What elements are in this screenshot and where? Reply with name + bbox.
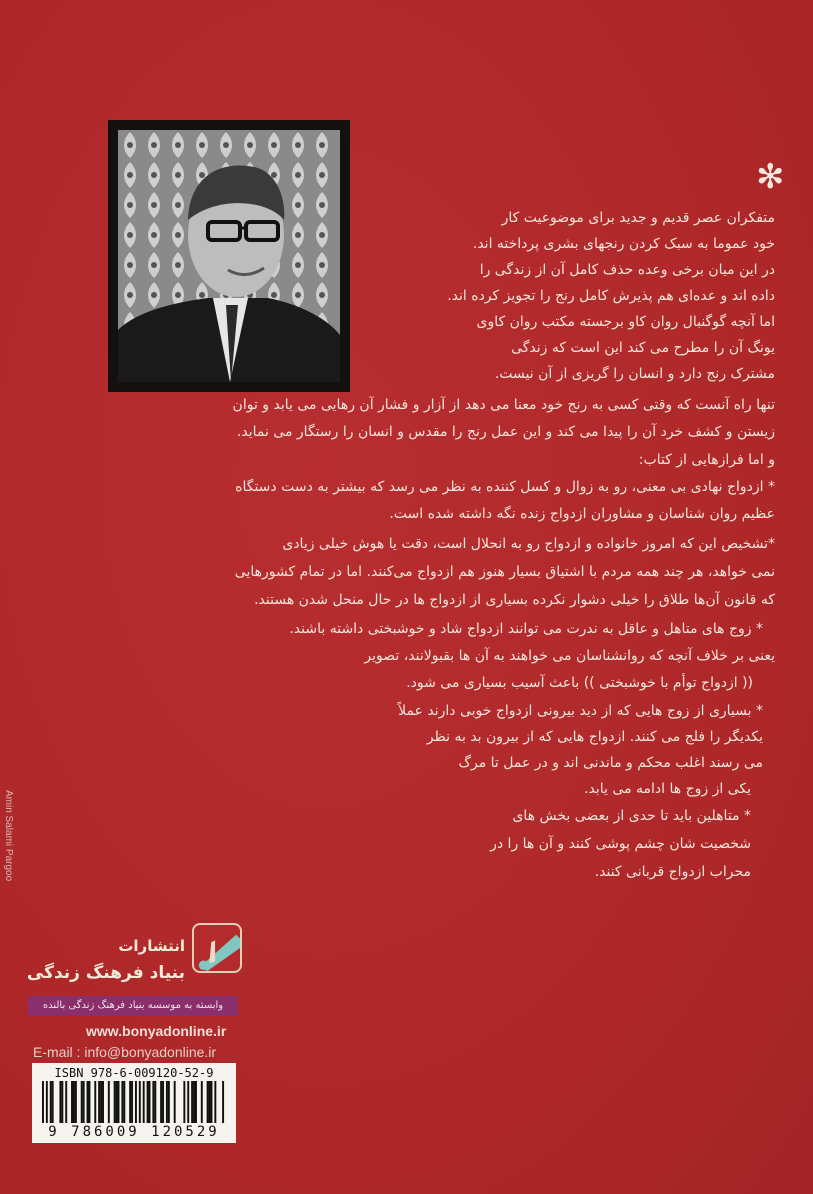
barcode-bar — [108, 1081, 110, 1123]
barcode-bar — [147, 1081, 149, 1123]
barcode-bar — [116, 1081, 118, 1123]
barcode-bar — [211, 1081, 213, 1123]
barcode-bar — [191, 1081, 193, 1123]
barcode-bar — [52, 1081, 54, 1123]
text-line: * ازدواج نهادی بی معنی، رو به زوال و کسل کننده به نظر می رسد که بیشتر به دست دستگاه — [235, 479, 775, 495]
barcode-bar — [88, 1081, 90, 1123]
asterisk-ornament: ✻ — [756, 157, 785, 197]
barcode-bar — [61, 1081, 63, 1123]
text-line: متفکران عصر قدیم و جدید برای موضوعیت کار — [501, 210, 775, 226]
barcode-bars — [42, 1081, 226, 1123]
barcode-bar — [187, 1081, 189, 1123]
isbn-text: ISBN 978-6-009120-52-9 — [54, 1066, 214, 1080]
barcode-bar — [162, 1081, 164, 1123]
barcode-bar — [46, 1081, 48, 1123]
text-line: یکی از زوج ها ادامه می یابد. — [584, 781, 751, 797]
text-line: * متاهلین باید تا حدی از بعضی بخش های — [512, 808, 751, 824]
barcode-bar — [73, 1081, 75, 1123]
barcode-bar — [201, 1081, 203, 1123]
text-line: و اما فرازهایی از کتاب: — [638, 452, 775, 468]
barcode-bar — [154, 1081, 156, 1123]
publisher-logo — [192, 923, 242, 973]
barcode-bar — [87, 1081, 89, 1123]
text-line: خود عموما به سبک کردن رنجهای بشری پرداخته اند. — [472, 236, 775, 252]
barcode-bar — [100, 1081, 102, 1123]
text-line: نمی خواهد، هر چند همه مردم با اشتیاق بسیار هنوز هم ازدواج می‌کنند. اما در تمام کشورهایی — [234, 564, 775, 580]
publisher-name-line2: بنیاد فرهنگ زندگی — [26, 963, 185, 983]
barcode-bar — [207, 1081, 209, 1123]
barcode-bar — [129, 1081, 131, 1123]
barcode-bar — [139, 1081, 141, 1123]
isbn-barcode — [32, 1063, 236, 1143]
text-line: یعنی بر خلاف آنچه که روانشناسان می خواهند به آن ها بقبولانند، تصویر — [364, 648, 775, 664]
text-line: که قانون آن‌ها طلاق را خیلی دشوار نکرده بسیاری از ازدواج ها در حال منحل شدن هستند. — [254, 592, 775, 608]
barcode-bar — [59, 1081, 61, 1123]
text-line: (( ازدواج توأم با خوشبختی )) باعث آسیب بسیاری می شود. — [406, 675, 753, 691]
text-line: داده اند و عده‌ای هم پذیرش کامل رنج را تجویز کرده اند. — [447, 288, 775, 304]
barcode-bar — [193, 1081, 195, 1123]
text-line: عظیم روان شناسان و مشاوران ازدواج زنده نگه داشته شده است. — [389, 506, 775, 522]
barcode-bar — [71, 1081, 73, 1123]
text-line: یونگ آن را مطرح می کند این است که زندگی — [511, 340, 775, 356]
barcode-bar — [114, 1081, 116, 1123]
text-line: * زوج های متاهل و عاقل به ندرت می توانند ازدواج شاد و خوشبختی داشته باشند. — [289, 621, 763, 637]
text-line: تنها راه آنست که وقتی کسی به رنج خود معنا می دهد از آزار و فشار آن رهایی می یابد و توان — [232, 397, 775, 413]
barcode-bar — [183, 1081, 185, 1123]
barcode-bar — [135, 1081, 137, 1123]
barcode-bar — [174, 1081, 176, 1123]
barcode-bar — [50, 1081, 52, 1123]
barcode-bar — [222, 1081, 224, 1123]
barcode-bar — [81, 1081, 83, 1123]
barcode-bar — [65, 1081, 67, 1123]
barcode-bar — [195, 1081, 197, 1123]
barcode-bar — [166, 1081, 168, 1123]
barcode-bar — [42, 1081, 44, 1123]
text-line: یکدیگر را فلج می کنند. ازدواج هایی که از بیرون بد به نظر — [426, 729, 763, 745]
text-line: زیستن و کشف خرد آن را پیدا می کند و این عمل رنج را مقدس و انسان را رستگار می نماید. — [236, 424, 775, 440]
publisher-affiliation: وابسته به موسسه بنیاد فرهنگ زندگی بالنده — [28, 996, 238, 1016]
barcode-bar — [121, 1081, 123, 1123]
text-line: می رسند اغلب محکم و ماندنی اند و در عمل تا مرگ — [458, 755, 763, 771]
barcode-bar — [143, 1081, 145, 1123]
publisher-email: E-mail : info@bonyadonline.ir — [33, 1044, 217, 1060]
barcode-bar — [118, 1081, 120, 1123]
barcode-bar — [209, 1081, 211, 1123]
photo-credit: Amin Salami Pargoo — [3, 790, 14, 882]
barcode-bar — [149, 1081, 151, 1123]
publisher-name-line1: انتشارات — [118, 937, 185, 955]
barcode-bar — [98, 1081, 100, 1123]
ean-number: 9 786009 120529 — [48, 1124, 220, 1140]
barcode-bar — [102, 1081, 104, 1123]
publisher-website: www.bonyadonline.ir — [86, 1023, 227, 1039]
barcode-bar — [75, 1081, 77, 1123]
barcode-bar — [131, 1081, 133, 1123]
barcode-bar — [160, 1081, 162, 1123]
text-line: *تشخیص این که امروز خانواده و ازدواج رو به انحلال است، دقت یا هوش خیلی زیادی — [282, 536, 775, 552]
author-photo — [108, 120, 350, 392]
barcode-bar — [214, 1081, 216, 1123]
barcode-bar — [123, 1081, 125, 1123]
text-line: اما آنچه گوگنبال روان کاو برجسته مکتب روان کاوی — [476, 314, 775, 330]
text-line: در این میان برخی وعده حذف کامل آن از زندگی را — [479, 262, 775, 278]
text-line: شخصیت شان چشم پوشی کنند و آن ها را در — [490, 836, 751, 852]
barcode-bar — [94, 1081, 96, 1123]
barcode-bar — [83, 1081, 85, 1123]
barcode-bar — [152, 1081, 154, 1123]
text-line: محراب ازدواج قربانی کنند. — [594, 864, 751, 880]
text-line: * بسیاری از زوج هایی که از دید بیرونی ازدواج خوبی دارند عملاً — [398, 703, 763, 719]
text-line: مشترک رنج دارد و انسان را گریزی از آن نیست. — [494, 366, 775, 382]
barcode-bar — [168, 1081, 170, 1123]
